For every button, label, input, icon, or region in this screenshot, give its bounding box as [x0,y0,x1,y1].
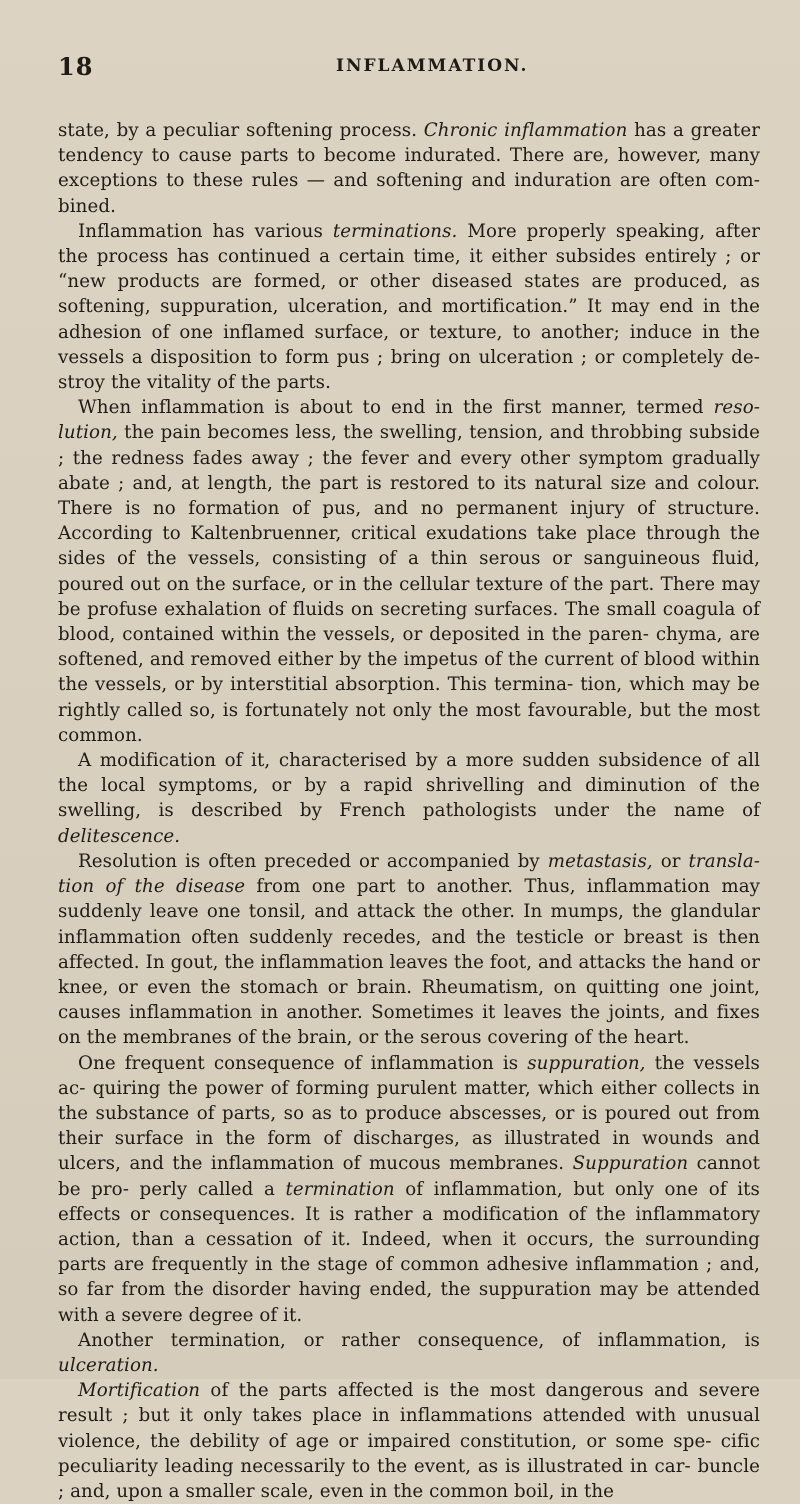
paragraph [58,118,760,219]
body-text [58,118,760,1504]
text-run: Resolution is often preceded or accompanied by [78,850,548,872]
paragraph [58,1328,760,1378]
running-head: INFLAMMATION. [336,56,529,76]
page-number: 18 [58,52,94,81]
text-run: from one part to another. Thus, inflammation may suddenly leave one tonsil, and attack the other. In mumps, the glandular inflammation often suddenly recedes, and the testicle or breast is then affected. In gout, the inflammation leaves the foot, and attacks the hand or knee, or even the stomach or brain. Rheumatism, on quitting one joint, causes inflammation in another. Sometimes it leaves the joints, and fixes on the membranes of the brain, or the serous covering of the heart. [58,876,761,1049]
paragraph [58,1051,760,1328]
text-run: state, by a peculiar softening process. [58,120,424,141]
text-run: Inflammation has various [78,220,333,242]
text-run: One frequent consequence of inflammation is [78,1052,528,1074]
italic-text: termination [285,1178,395,1200]
paragraph [58,849,760,1051]
paragraph [58,1378,760,1504]
paragraph [58,219,760,395]
italic-text: reso- lution, [58,397,760,444]
text-run: the vessels ac- quiring the power of forming purulent matter, which either collects in the substance of parts, so as to produce abscesses, or is poured out from their surface in the form of discharges, as illustrated in wounds and ulcers, and the inflammation of mucous membranes. [58,1052,760,1175]
italic-text: Mortification [78,1380,201,1402]
text-run: More properly speaking, after the process has continued a certain time, it either subsides entirely ; or “new products are formed, or other diseased states are produced, as softening, suppuration, ulceration, and mortification.” It may end in the adhesion of one inflamed surface, or texture, to another; induce in the vessels a disposition to form pus ; bring on ulceration ; or completely de- stroy the vitality of the parts. [58,220,761,394]
text-run: When inflammation is about to end in the first manner, termed [78,397,714,419]
italic-text: suppuration, [527,1052,646,1074]
paragraph [58,748,760,849]
text-run: of inflammation, but only one of its effects or consequences. It is rather a modification of the inflammatory action, than a cessation of it. Indeed, when it occurs, the surrounding parts are frequently in the stage of common adhesive inflammation ; and, so far from the disorder having ended, the suppuration may be attended with a severe degree of it. [58,1178,760,1326]
italic-text: transla- tion of the disease [58,850,761,898]
italic-text: metastasis, [547,850,653,872]
italic-text: terminations. [332,220,458,242]
italic-text: ulceration. [58,1354,159,1376]
text-run: or [652,850,689,872]
italic-text: Chronic inflammation [423,120,628,141]
text-run: of the parts affected is the most dangerous and severe result ; but it only takes place in inflammations attended with unusual violence, the debility of age or impaired constitution, or some spe- cific peculiarity leading necessarily to the event, as is illustrated in car- buncle ; and, upon a smaller scale, even in the common boil, in the [58,1380,760,1502]
italic-text: delitescence. [58,825,181,847]
page-header [58,52,760,92]
italic-text: Suppuration [572,1153,689,1175]
text-run: Another termination, or rather consequence, of inflammation, is [78,1329,760,1351]
text-run: A modification of it, characterised by a more sudden subsidence of all the local symptoms, or by a rapid shrivelling and diminution of the swelling, is described by French pathologists under the name of [58,750,760,822]
text-run: cannot be pro- perly called a [58,1153,760,1200]
text-run: the pain becomes less, the swelling, tension, and throbbing subside ; the redness fades away ; the fever and every other symptom gradually abate ; and, at length, the part is restored to its natural size and colour. There is no formation of pus, and no permanent injury of structure. According to Kaltenbruenner, critical exudations take place through the sides of the vessels, consisting of a thin serous or sanguineous fluid, poured out on the surface, or in the cellular texture of the part. There may be profuse exhalation of fluids on secreting surfaces. The small coagula of blood, contained within the vessels, or deposited in the paren- chyma, are softened, and removed either by the impetus of the current of blood within the vessels, or by interstitial absorption. This termina- tion, which may be rightly called so, is fortunately not only the most favourable, but the most common. [58,422,760,746]
text-run: has a greater tendency to cause parts to become indurated. There are, however, many exceptions to these rules — and softening and induration are often com- bined. [58,120,760,217]
paragraph [58,395,760,748]
